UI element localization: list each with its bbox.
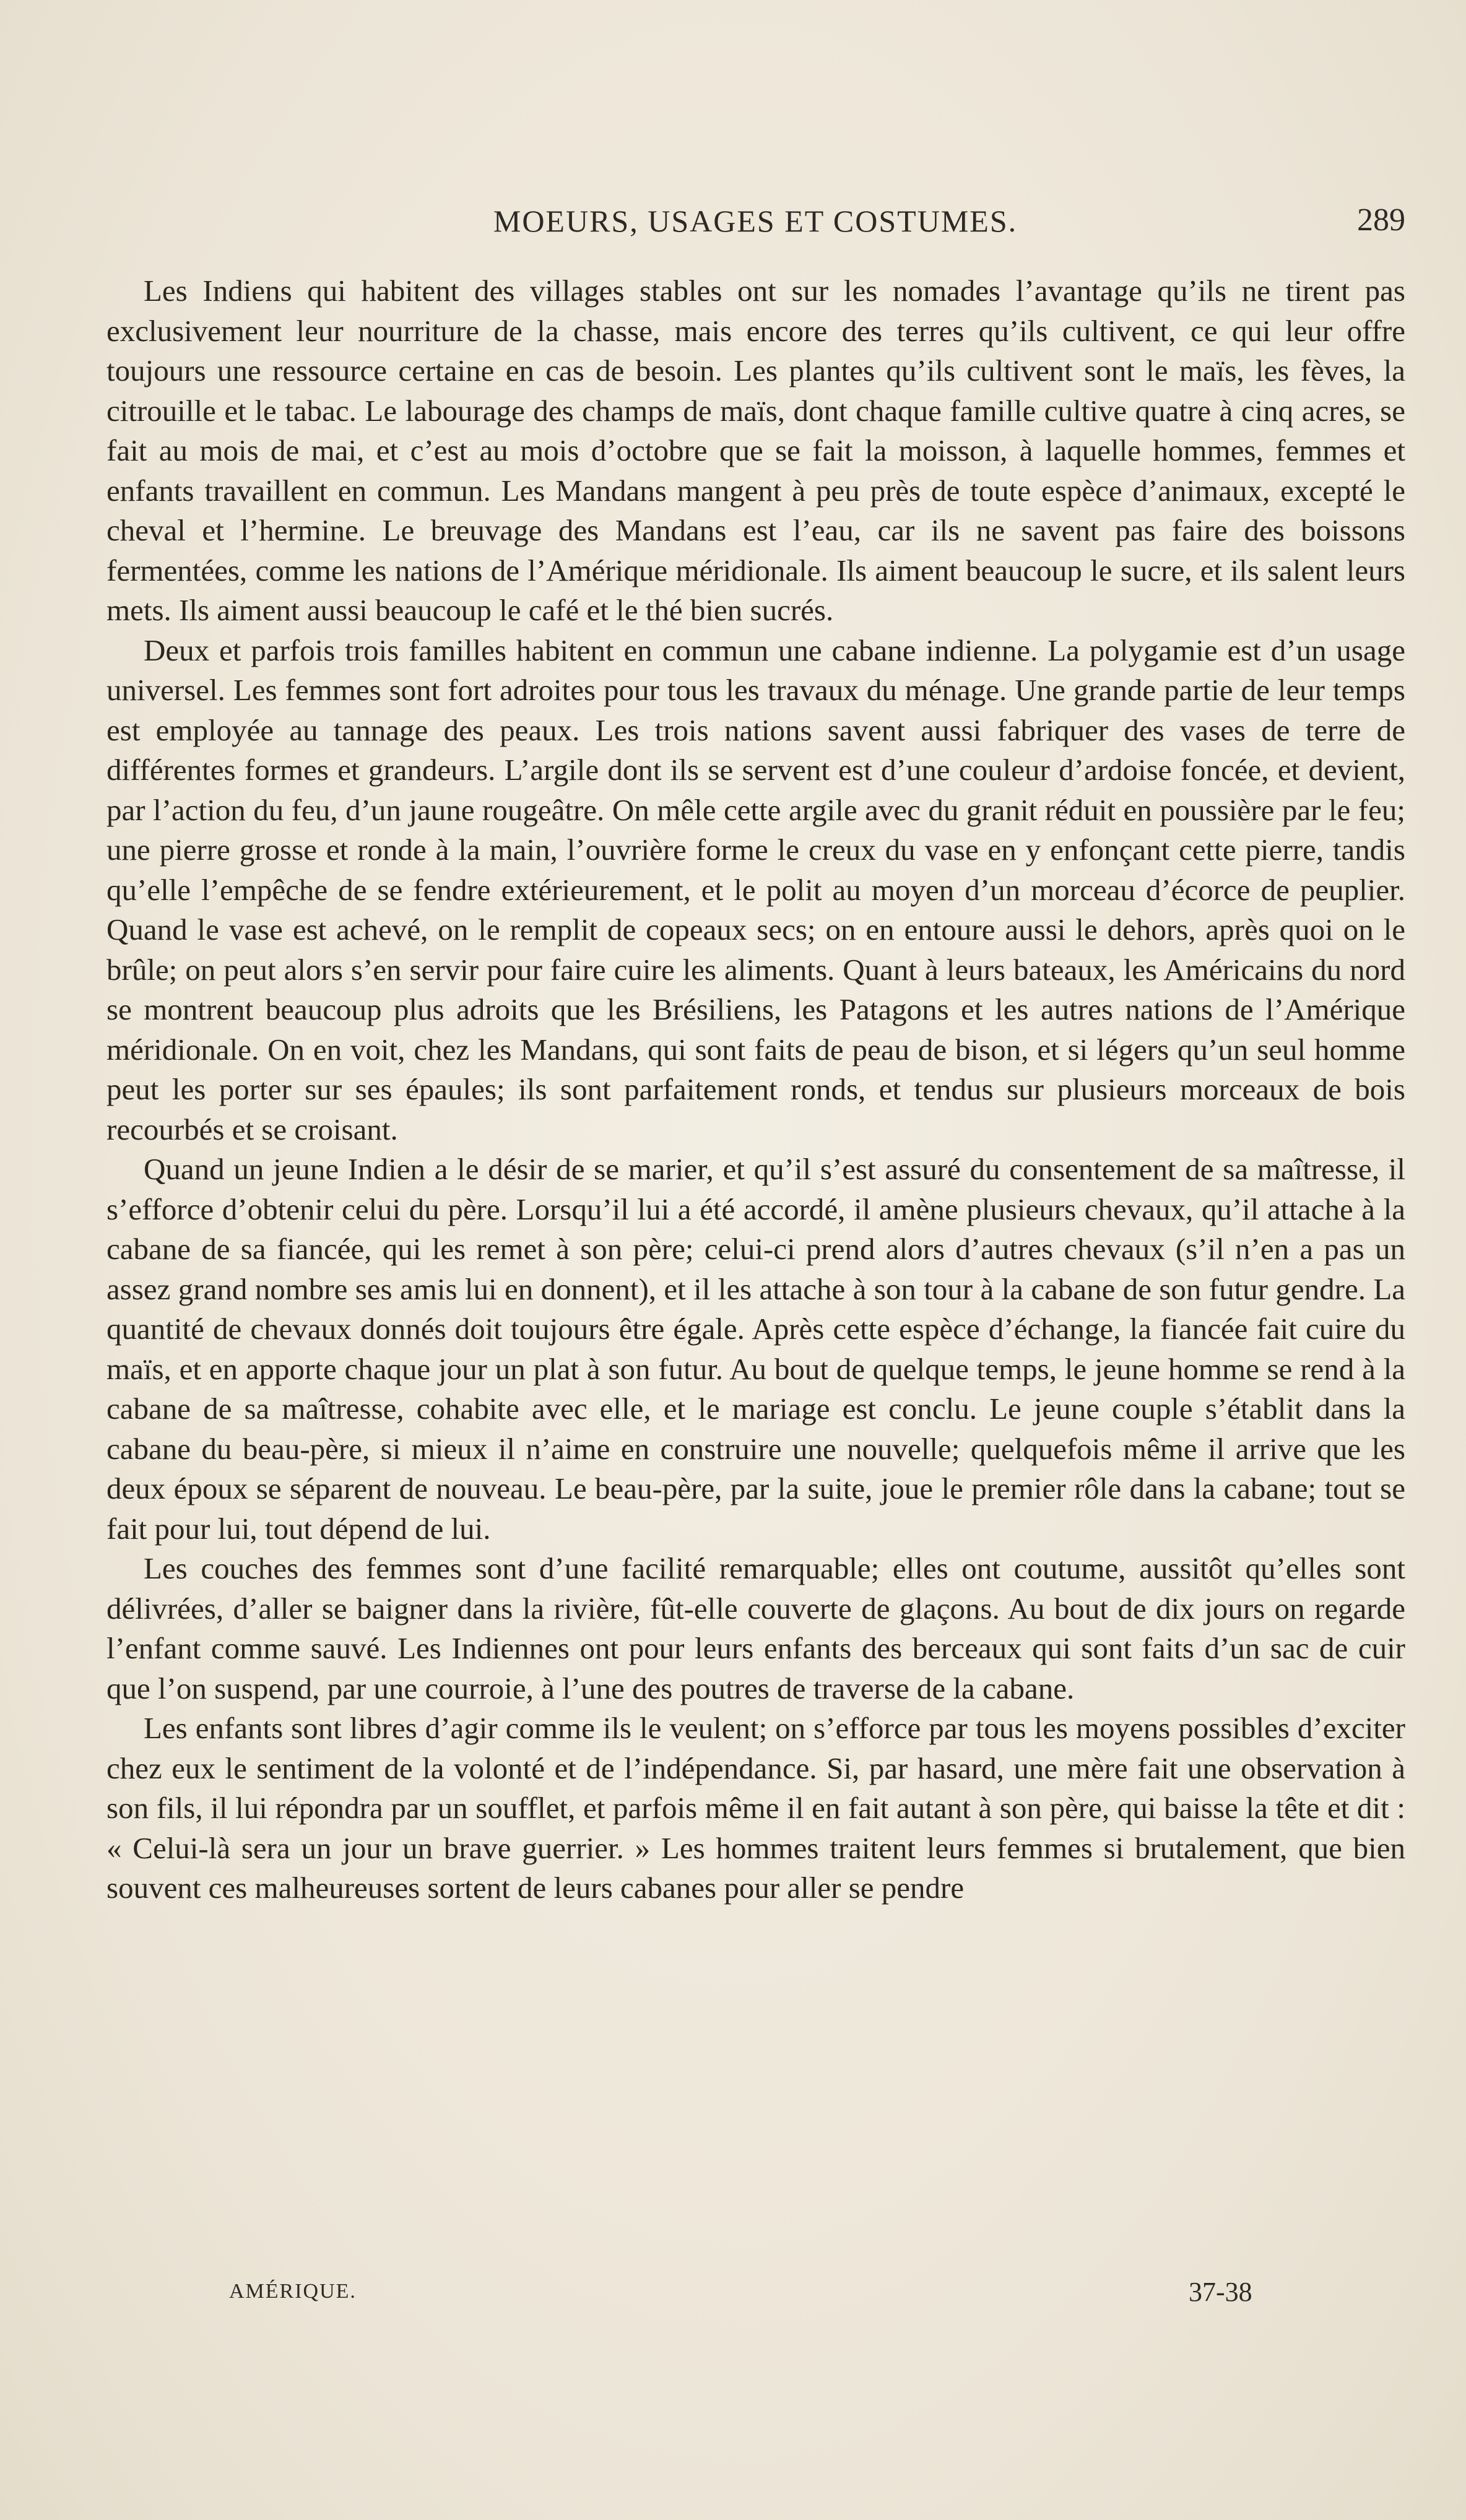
paragraph-children: Les enfants sont libres d’agir comme ils le veulent; on s’efforce par tous les moyens possibles d’exciter chez eux le sentiment de la volonté et de l’indépendance. Si, par hasard, une mère fait une observation à son fils, il lui répondra par un soufflet, et parfois même il en fait autant à son père, qui baisse la tête et dit : « Celui-là sera un jour un brave guerrier. » Les hommes traitent leurs femmes si brutalement, que bien souvent ces malheureuses sortent de leurs cabanes pour aller se pendre: [106, 1711, 1405, 1905]
page-number: 289: [1357, 202, 1405, 238]
paragraph-marriage: Quand un jeune Indien a le désir de se marier, et qu’il s’est assuré du consentement de sa maîtresse, il s’efforce d’obtenir celui du père. Lorsqu’il lui a été accordé, il amène plusieurs chevaux, qu’il attache à la cabane de sa fiancée, qui les remet à son père; celui-ci prend alors d’autres chevaux (s’il n’en a pas un assez grand nombre ses amis lui en donnent), et il les attache à son tour à la cabane de son futur gendre. La quantité de chevaux donnés doit toujours être égale. Après cette espèce d’échange, la fiancée fait cuire du maïs, et en apporte chaque jour un plat à son futur. Au bout de quelque temps, le jeune homme se rend à la cabane de sa maîtresse, cohabite avec elle, et le mariage est conclu. Le jeune couple s’établit dans la cabane du beau-père, si mieux il n’aime en construire une nouvelle; quelquefois même il arrive que les deux époux se séparent de nouveau. Le beau-père, par la suite, joue le premier rôle dans la cabane; tout se fait pour lui, tout dépend de lui.: [106, 1152, 1405, 1546]
paragraph-agriculture: Les Indiens qui habitent des villages stables ont sur les nomades l’avantage qu’ils ne tirent pas exclusivement leur nourriture de la chasse, mais encore des terres qu’ils cultivent, ce qui leur offre toujours une ressource certaine en cas de besoin. Les plantes qu’ils cultivent sont le maïs, les fèves, la citrouille et le tabac. Le labourage des champs de maïs, dont chaque famille cultive quatre à cinq acres, se fait au mois de mai, et c’est au mois d’octobre que se fait la moisson, à laquelle hommes, femmes et enfants travaillent en commun. Les Mandans mangent à peu près de toute espèce d’animaux, excepté le cheval et l’hermine. Le breuvage des Mandans est l’eau, car ils ne savent pas faire des boissons fermentées, comme les nations de l’Amérique méridionale. Ils aiment beaucoup le sucre, et ils salent leurs mets. Ils aiment aussi beaucoup le café et le thé bien sucrés.: [106, 274, 1405, 627]
paragraph-households: Deux et parfois trois familles habitent en commun une cabane indienne. La polygamie est d’un usage universel. Les femmes sont fort adroites pour tous les travaux du ménage. Une grande partie de leur temps est employée au tannage des peaux. Les trois nations savent aussi fabriquer des vases de terre de différentes formes et grandeurs. L’argile dont ils se servent est d’une couleur d’ardoise foncée, et devient, par l’action du feu, d’un jaune rougeâtre. On mêle cette argile avec du granit réduit en poussière par le feu; une pierre grosse et ronde à la main, l’ouvrière forme le creux du vase en y enfonçant cette pierre, tandis qu’elle l’empêche de se fendre extérieurement, et le polit au moyen d’un morceau d’écorce de peuplier. Quand le vase est achevé, on le remplit de copeaux secs; on en entoure aussi le dehors, après quoi on le brûle; on peut alors s’en servir pour faire cuire les aliments. Quant à leurs bateaux, les Américains du nord se montrent beaucoup plus adroits que les Brésiliens, les Patagons et les autres nations de l’Amérique méridionale. On en voit, chez les Mandans, qui sont faits de peau de bison, et si légers qu’un seul homme peut les porter sur ses épaules; ils sont parfaitement ronds, et tendus sur plusieurs morceaux de bois recourbés et se croisant.: [106, 633, 1405, 1146]
signature-mark: AMÉRIQUE.: [229, 2280, 357, 2303]
running-head: [105, 198, 1405, 254]
paragraph-childbirth: Les couches des femmes sont d’une facilité remarquable; elles ont coutume, aussitôt qu’elles sont délivrées, d’aller se baigner dans la rivière, fût-elle couverte de glaçons. Au bout de dix jours on regarde l’enfant comme sauvé. Les Indiennes ont pour leurs enfants des berceaux qui sont faits d’un sac de cuir que l’on suspend, par une courroie, à l’une des poutres de traverse de la cabane.: [106, 1551, 1405, 1705]
body-text: [106, 271, 1405, 2236]
page-footer: [229, 2275, 1282, 2312]
sheet-number: 37-38: [1189, 2277, 1252, 2307]
running-title: MOEURS, USAGES ET COSTUMES.: [493, 204, 1018, 238]
